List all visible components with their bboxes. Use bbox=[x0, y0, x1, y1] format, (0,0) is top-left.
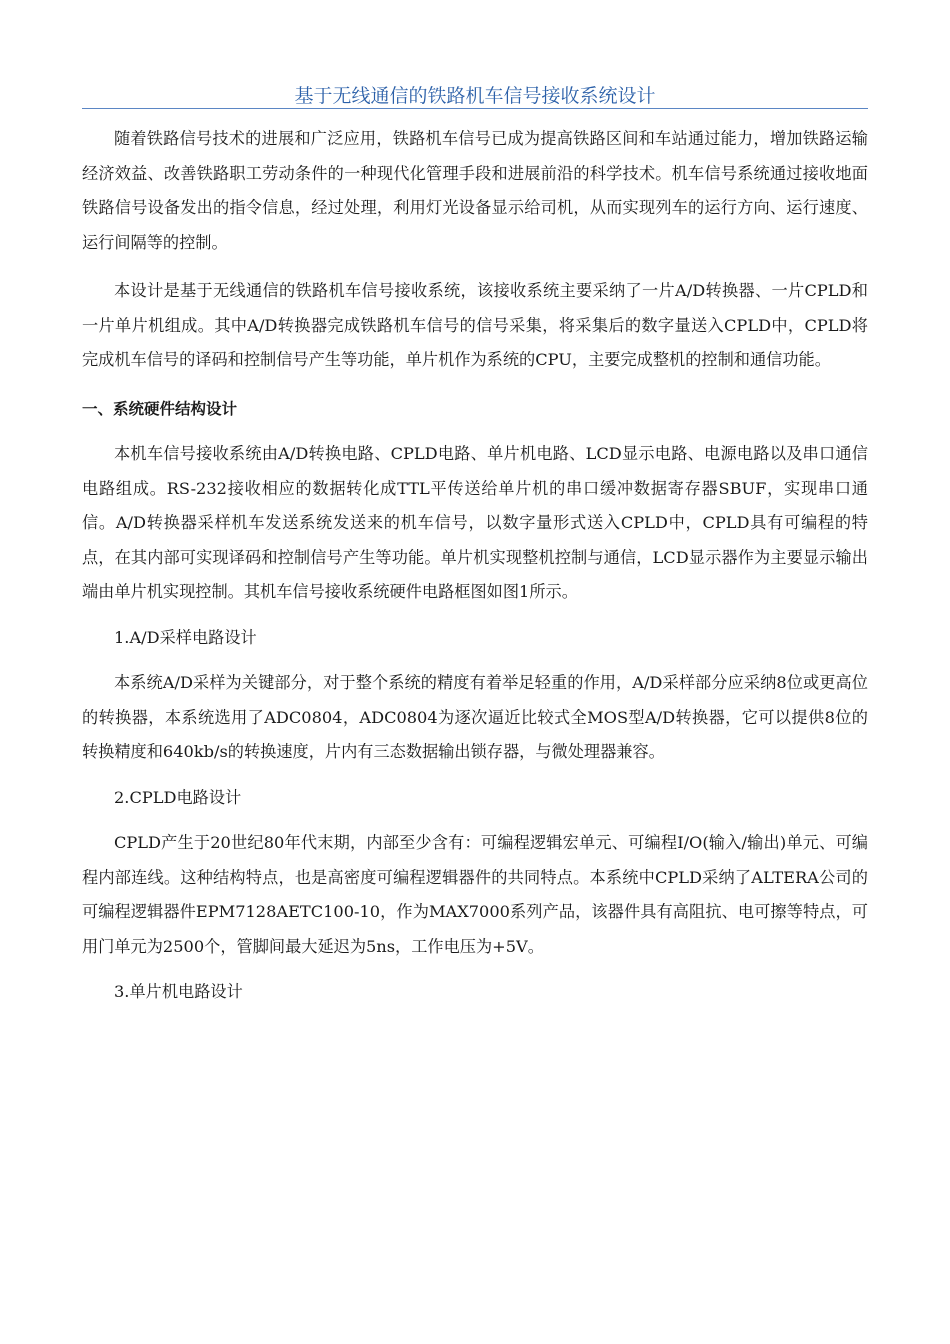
subsection-heading-ad: 1.A/D采样电路设计 bbox=[114, 627, 257, 647]
hardware-paragraph: 本机车信号接收系统由A/D转换电路、CPLD电路、单片机电路、LCD显示电路、电源电路以及串口通信电路组成。RS-232接收相应的数据转化成TTL平传送给单片机的串口缓冲数据寄存器SBUF，实现串口通信。A/D转换器采样机车发送系统发送来的机车信号，以数字量形式送入CPLD中，CPLD具有可编程的特点，在其内部可实现译码和控制信号产生等功能。单片机实现整机控制与通信，LCD显示器作为主要显示输出端由单片机实现控制。其机车信号接收系统硬件电路框图如图1所示。 bbox=[82, 444, 868, 601]
subsection-heading-cpld: 2.CPLD电路设计 bbox=[114, 787, 242, 807]
ad-paragraph: 本系统A/D采样为关键部分，对于整个系统的精度有着举足轻重的作用，A/D采样部分应采纳8位或更高位的转换器，本系统选用了ADC0804，ADC0804为逐次逼近比较式全MOS型A/D转换器，它可以提供8位的转换精度和640kb/s的转换速度，片内有三态数据输出锁存器，与微处理器兼容。 bbox=[82, 673, 868, 761]
subsection-heading-mcu: 3.单片机电路设计 bbox=[114, 982, 243, 1001]
cpld-paragraph: CPLD产生于20世纪80年代末期，内部至少含有：可编程逻辑宏单元、可编程I/O(输入/输出)单元、可编程内部连线。这种结构特点，也是高密度可编程逻辑器件的共同特点。本系统中CPLD采纳了ALTERA公司的可编程逻辑器件EPM7128AETC100-10，作为MAX7000系列产品，该器件具有高阻抗、电可擦等特点，可用门单元为2500个，管脚间最大延迟为5ns，工作电压为+5V。 bbox=[82, 833, 868, 956]
intro-paragraph-2: 本设计是基于无线通信的铁路机车信号接收系统，该接收系统主要采纳了一片A/D转换器、一片CPLD和一片单片机组成。其中A/D转换器完成铁路机车信号的信号采集，将采集后的数字量送入CPLD中，CPLD将完成机车信号的译码和控制信号产生等功能，单片机作为系统的CPU，主要完成整机的控制和通信功能。 bbox=[82, 281, 868, 369]
document-title: 基于无线通信的铁路机车信号接收系统设计 bbox=[294, 85, 656, 107]
intro-paragraph-1: 随着铁路信号技术的进展和广泛应用，铁路机车信号已成为提高铁路区间和车站通过能力，增加铁路运输经济效益、改善铁路职工劳动条件的一种现代化管理手段和进展前沿的科学技术。机车信号系统通过接收地面铁路信号设备发出的指令信息，经过处理，利用灯光设备显示给司机，从而实现列车的运行方向、运行速度、运行间隔等的控制。 bbox=[82, 129, 868, 252]
document-body bbox=[82, 122, 868, 1010]
title-divider bbox=[82, 108, 868, 109]
section-heading-hardware: 一、系统硬件结构设计 bbox=[82, 399, 238, 418]
